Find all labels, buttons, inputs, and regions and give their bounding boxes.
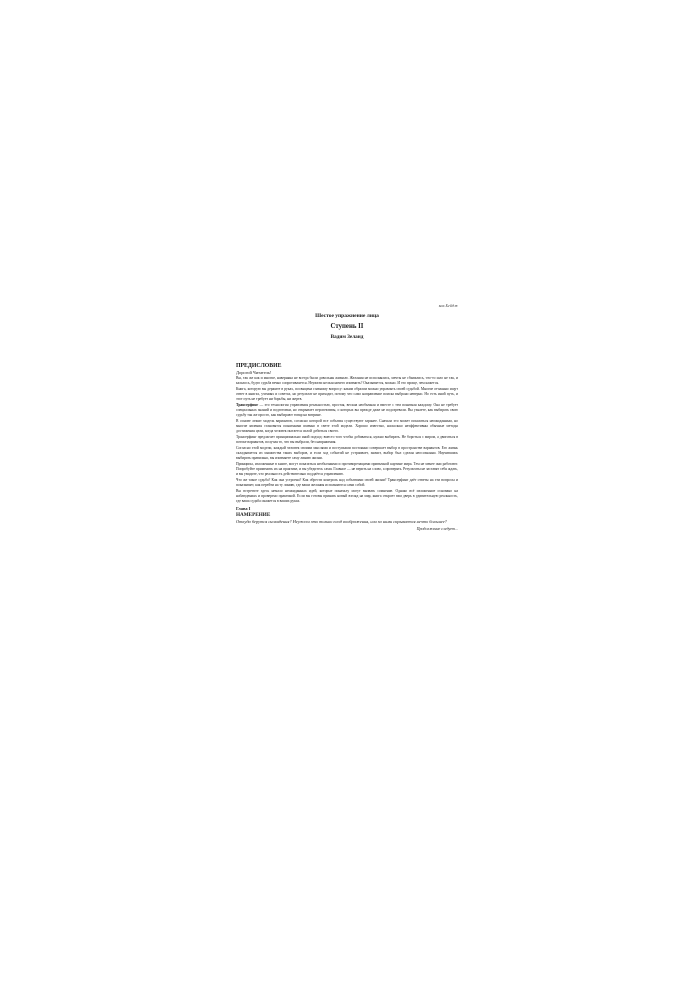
paragraph: Согласно этой модели, каждый человек своими мыслями и поступками постоянно совершает выбор в пространстве вариантов. Его жизнь складывается из множества таких выборов, и если ход событий не устраивает, значит, выбор был сделан неосознанно. Научившись выбирать правильно, вы изменяете саму линию жизни. [236,446,458,461]
series-title: Шестое упражнение лица [315,313,379,319]
paragraph: Книга, которую вы держите в руках, посвящена главному вопросу: каким образом можно управлять своей судьбой. Многие отчаянно ищут ответ в книгах, учениях и советах, но результат не приходит, потому что само направление поиска выбрано неверно. Но есть иной путь, и этот путь не требует ни борьбы, ни жертв. [236,387,458,401]
term: Трансерфинг [236,403,259,408]
author-name: Вадим Зеланд [330,334,364,340]
part-label: Глава I [236,505,251,511]
chapter-heading: НАМЕРЕНИЕ [236,512,271,519]
corner-note: ках.Бейдж [438,303,458,308]
paragraph: В основе лежит модель вариантов, согласно которой все события существуют заранее. Сначала это может показаться неожиданным, но многие явления становятся понятными именно в свете этой модели. Хорошо известно, насколько неэффективны обычные методы достижения цели, когда человек пытается силой добиться своего. [236,419,458,433]
book-page [236,303,458,743]
byline: Дорогой Читатель! [236,370,272,375]
book-title: Ступень II [330,323,364,330]
paragraph: Трансерфинг предлагает принципиально иной подход: вместо того чтобы добиваться, нужно выбирать. Не бороться с миром, а двигаться в потоке вариантов, получая то, что вы выбрали, без напряжения. [236,435,458,445]
body-text [236,363,458,532]
paragraph: Трансерфинг — это технология управления реальностью, простая, весьма необычная и вместе с тем понятная каждому. Она не требует специальных знаний и подготовки, но открывает перспективы, о которых вы прежде даже не подозревали. Вы узнаете, как выбирать свою судьбу так же просто, как выбирают товар на витрине. [236,403,458,417]
paragraph: Вы, так же как и многие, наверняка не всегда были довольны жизнью. Желания не исполнялись, мечты не сбывались, что-то шло не так, и казалось, будто судьба вечно сопротивляется. Неужели нельзя ничего изменить? Оказывается, можно. И это проще, чем кажется. [236,376,458,385]
section-heading: ПРЕДИСЛОВИЕ [236,363,282,369]
paragraph: Вы встретите здесь немало неожиданных идей, которые поначалу могут вызвать сомнение. Однако всё изложенное основано на наблюдениях и проверено практикой. Если вы готовы принять новый взгляд на мир, книга откроет вам дверь в удивительную реальность, где ваша судьба окажется в ваших руках. [236,489,458,504]
continue-note: Продолжение следует... [416,526,458,532]
paragraph: Что же такое судьба? Как она устроена? Как обрести контроль над событиями своей жизни? Трансерфинг даёт ответы на эти вопросы и показывает, как перейти на ту линию, где ваши желания исполняются сами собой. [236,478,458,488]
paragraph: Принципы, изложенные в книге, могут показаться необычными и противоречащими привычной картине мира. Тем не менее они работают. Попробуйте применить их на практике, и вы убедитесь сами. Главное — не верить на слово, а проверять. Результаты не заставят себя ждать, и вы увидите, что реальность действительно поддаётся управлению. [236,462,458,477]
epigraph: Откуда берутся сновидения? Неужели это только плод воображения, или за ними скрывается нечто большее? [236,519,447,525]
title-block [236,312,458,342]
